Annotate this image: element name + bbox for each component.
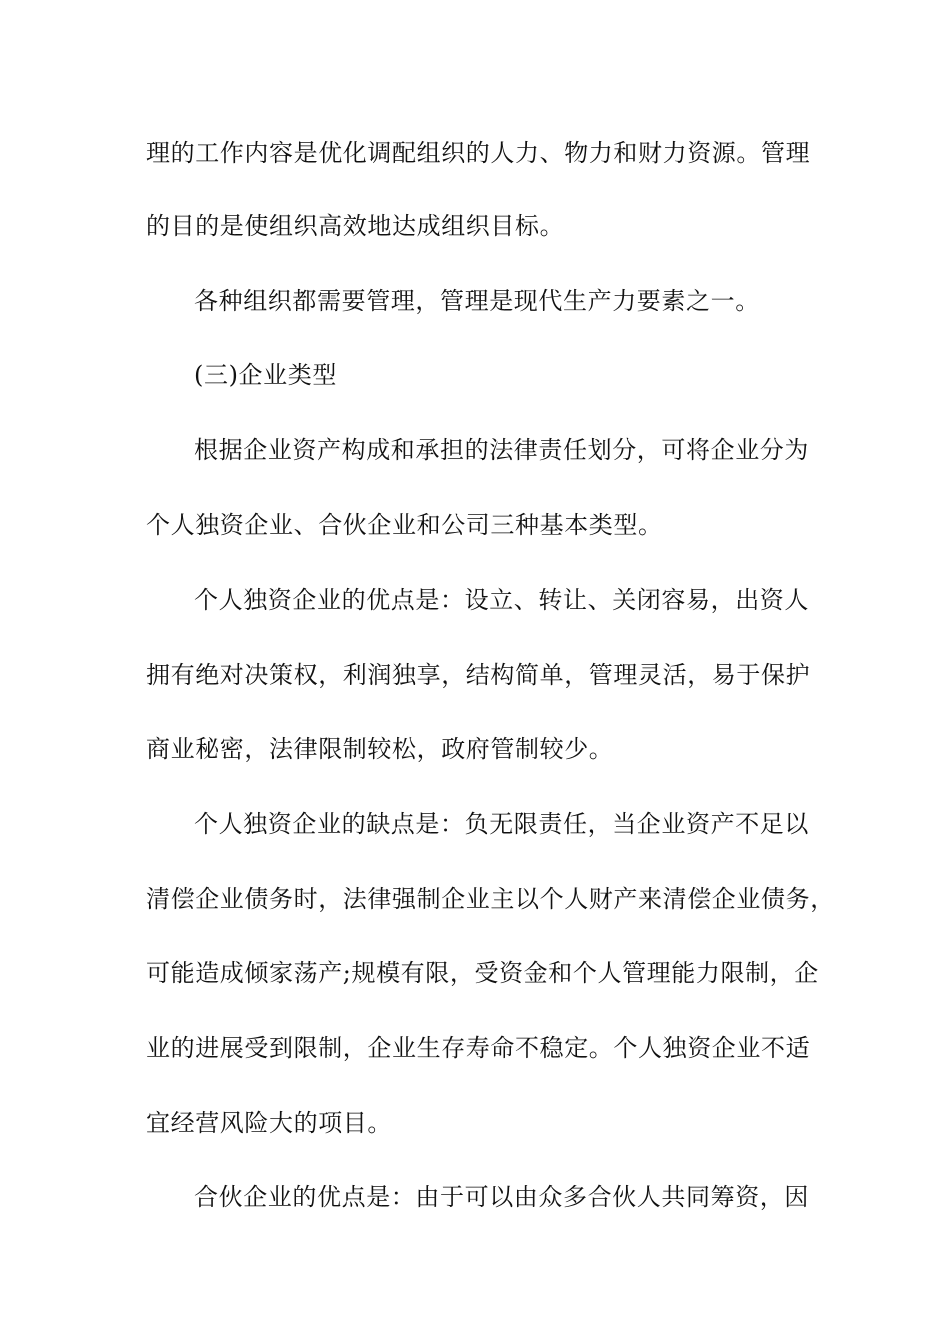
paragraph-line: 业的进展受到限制，企业生存寿命不稳定。个人独资企业不适: [146, 1034, 811, 1062]
paragraph-line: 清偿企业债务时，法律强制企业主以个人财产来清偿企业债务，: [146, 885, 835, 913]
paragraph-line: 个人独资企业的缺点是：负无限责任，当企业资产不足以: [194, 810, 809, 838]
section-heading: (三)企业类型: [194, 361, 337, 389]
paragraph-line: 宜经营风险大的项目。: [146, 1109, 392, 1137]
paragraph-line: 的目的是使组织高效地达成组织目标。: [146, 212, 565, 240]
paragraph-line: 个人独资企业、合伙企业和公司三种基本类型。: [146, 511, 663, 539]
paragraph-line: 合伙企业的优点是：由于可以由众多合伙人共同筹资，因: [194, 1183, 809, 1211]
paragraph-line: 理的工作内容是优化调配组织的人力、物力和财力资源。管理: [146, 139, 811, 167]
paragraph-line: 商业秘密，法律限制较松，政府管制较少。: [146, 735, 614, 763]
paragraph-line: 各种组织都需要管理，管理是现代生产力要素之一。: [194, 287, 760, 315]
paragraph-line: 个人独资企业的优点是：设立、转让、关闭容易，出资人: [194, 586, 809, 614]
paragraph-line: 可能造成倾家荡产;规模有限，受资金和个人管理能力限制，企: [146, 959, 819, 987]
paragraph-line: 拥有绝对决策权，利润独享，结构简单，管理灵活，易于保护: [146, 661, 811, 689]
paragraph-line: 根据企业资产构成和承担的法律责任划分，可将企业分为: [194, 436, 809, 464]
